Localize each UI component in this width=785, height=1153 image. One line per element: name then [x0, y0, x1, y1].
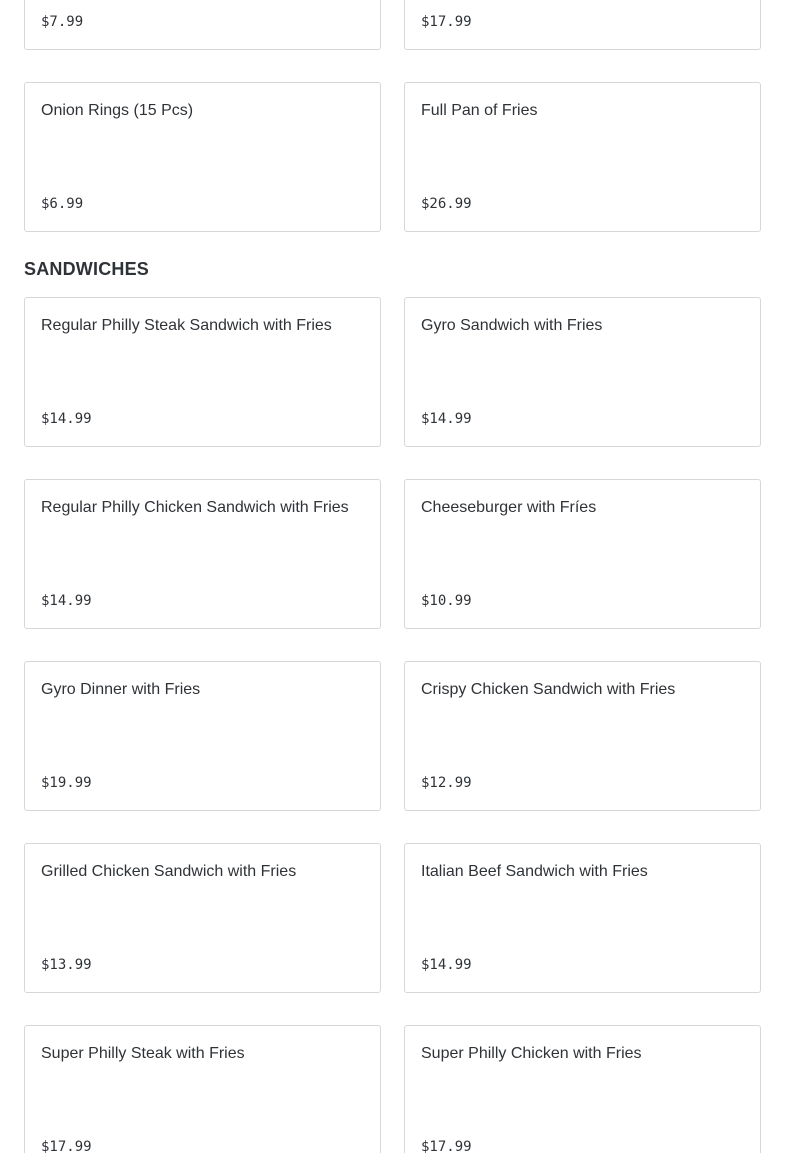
menu-item-price: $26.99	[421, 196, 472, 212]
menu-item-name: Full Pan of Fries	[421, 102, 538, 119]
menu-item-card[interactable]	[404, 843, 761, 993]
menu-item-card[interactable]	[404, 0, 761, 50]
menu-item-name: Regular Philly Chicken Sandwich with Fries	[41, 499, 349, 516]
menu-item-price: $10.99	[421, 593, 472, 609]
menu-item-card-onion-rings[interactable]	[24, 82, 381, 232]
menu-item-card[interactable]	[404, 1025, 761, 1153]
menu-item-price: $17.99	[41, 1139, 92, 1153]
menu-item-card-full-pan-fries[interactable]	[404, 82, 761, 232]
menu-item-card[interactable]	[24, 1025, 381, 1153]
menu-item-price: $14.99	[41, 411, 92, 427]
menu-item-name: Gyro Dinner with Fries	[41, 681, 201, 698]
menu-item-name: Super Philly Steak with Fries	[41, 1045, 245, 1062]
menu-item-name: Cheeseburger with Fríes	[421, 499, 597, 516]
menu-item-price: $17.99	[421, 14, 472, 30]
menu-item-price: $14.99	[421, 957, 472, 973]
menu-item-card[interactable]	[24, 843, 381, 993]
menu-item-price: $14.99	[41, 593, 92, 609]
menu-item-name: Italian Beef Sandwich with Fries	[421, 863, 648, 880]
menu-item-name: Crispy Chicken Sandwich with Fries	[421, 681, 676, 698]
menu-item-card[interactable]	[24, 297, 381, 447]
menu-item-card[interactable]	[24, 479, 381, 629]
menu-item-name: Grilled Chicken Sandwich with Fries	[41, 863, 297, 880]
menu-item-card[interactable]	[404, 479, 761, 629]
previous-section-grid	[24, 0, 761, 232]
menu-item-price: $12.99	[421, 775, 472, 791]
menu-item-card[interactable]	[404, 297, 761, 447]
section-title-sandwiches: SANDWICHES	[24, 259, 150, 279]
menu-item-price: $14.99	[421, 411, 472, 427]
menu-item-price: $7.99	[41, 14, 84, 30]
menu-item-name: Regular Philly Steak Sandwich with Fries	[41, 317, 332, 334]
menu-item-card[interactable]	[404, 661, 761, 811]
menu-item-price: $17.99	[421, 1139, 472, 1153]
menu-item-card[interactable]	[24, 0, 381, 50]
menu-item-price: $6.99	[41, 196, 84, 212]
menu-item-price: $13.99	[41, 957, 92, 973]
menu-item-name: Onion Rings (15 Pcs)	[41, 102, 194, 119]
menu-item-card[interactable]	[24, 661, 381, 811]
menu-item-price: $19.99	[41, 775, 92, 791]
sandwiches-grid	[24, 297, 761, 1153]
menu-item-name: Gyro Sandwich with Fries	[421, 317, 603, 334]
menu-item-name: Super Philly Chicken with Fries	[421, 1045, 642, 1062]
